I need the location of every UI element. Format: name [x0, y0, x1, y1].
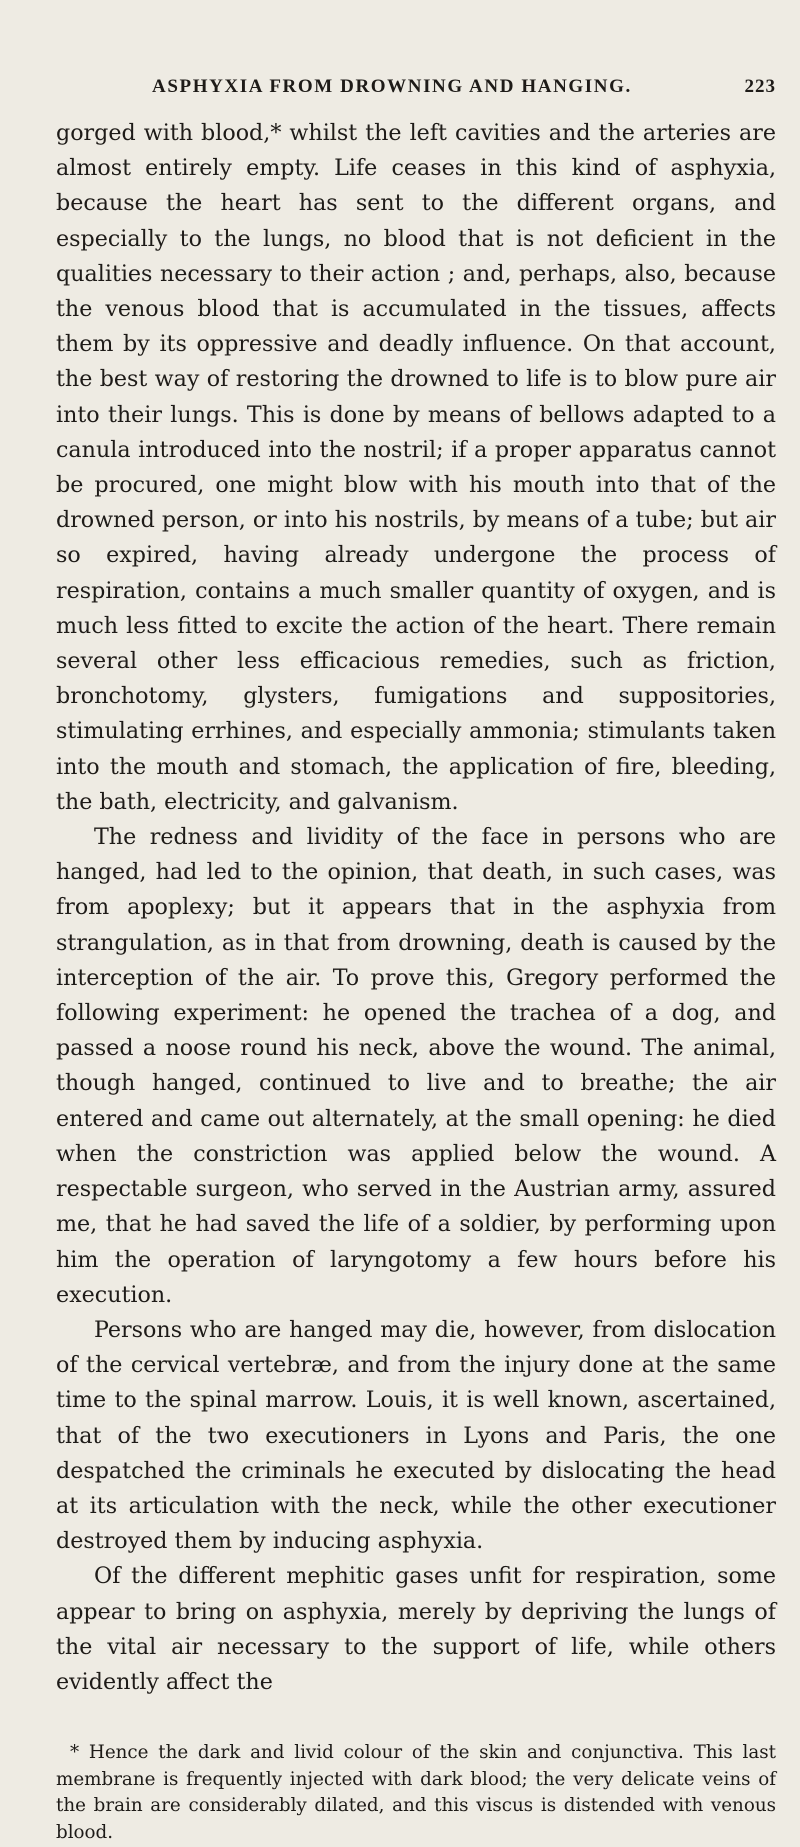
paragraph-mephitic-gases: Of the different mephitic gases unfit for respiration, some appear to bring on asphyxia, merely by depriving the lungs of the vital air necessary to the support of life, while others evidently affect the [56, 1563, 776, 1695]
running-head [56, 76, 776, 116]
page-number: 223 [744, 76, 776, 97]
paragraph-dislocation: Persons who are hanged may die, however, from dislocation of the cervical vertebræ, and from the injury done at the same time to the spinal marrow. Louis, it is well known, ascertained, that of the two executioners in Lyons and Paris, the one despatched the criminals he executed by dislocating the head at its articulation with the neck, while the other executioner destroyed them by inducing asphyxia. [56, 1316, 776, 1555]
paragraph-drowning-continued: gorged with blood,* whilst the left cavities and the arteries are almost entirely empty. Life ceases in this kind of asphyxia, because the heart has sent to the different organs, and especially to the lungs, no blood that is not deficient in the qualities necessary to their action ; and, perhaps, also, because the venous blood that is accumulated in the tissues, affects them by its oppressive and deadly influence. On that account, the best way of restoring the drowned to life is to blow pure air into their lungs. This is done by means of bellows adapted to a canula introduced into the nostril; if a proper apparatus cannot be procured, one might blow with his mouth into that of the drowned person, or into his nostrils, by means of a tube; but air so expired, having already undergone the process of respiration, contains a much smaller quantity of oxygen, and is much less fitted to excite the action of the heart. There remain several other less efficacious remedies, such as friction, bronchotomy, glysters, fumigations and suppositories, stimulating errhines, and especially ammonia; stimulants taken into the mouth and stomach, the application of fire, bleeding, the bath, electricity, and galvanism. [56, 120, 776, 815]
running-title: ASPHYXIA FROM DROWNING AND HANGING. [152, 76, 632, 97]
paragraph-hanging: The redness and lividity of the face in persons who are hanged, had led to the opinion, that death, in such cases, was from apoplexy; but it appears that in the asphyxia from strangulation, as in that from drowning, death is caused by the interception of the air. To prove this, Gregory performed the following experiment: he opened the trachea of a dog, and passed a noose round his neck, above the wound. The animal, though hanged, continued to live and to breathe; the air entered and came out alternately, at the small opening: he died when the constriction was applied below the wound. A respectable surgeon, who served in the Austrian army, assured me, that he had saved the life of a soldier, by performing upon him the operation of laryngotomy a few hours before his execution. [56, 824, 776, 1308]
footnote [56, 1740, 776, 1846]
body-text [56, 116, 776, 1700]
footnote-text: * Hence the dark and livid colour of the skin and conjunctiva. This last membrane is frequently injected with dark blood; the very delicate veins of the brain are considerably dilated, and this viscus is distended with venous blood. [56, 1742, 776, 1843]
